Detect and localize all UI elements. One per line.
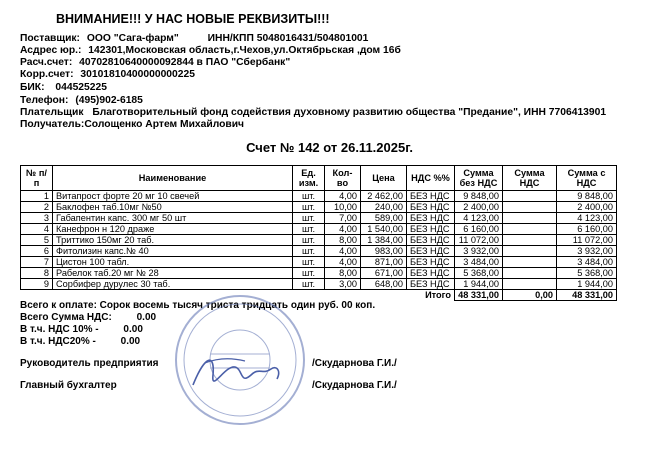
header-cell: Ед. изм. bbox=[293, 166, 325, 191]
table-cell: 7 bbox=[21, 257, 53, 268]
total-row bbox=[21, 290, 617, 301]
table-cell bbox=[503, 224, 557, 235]
director-signature bbox=[185, 345, 285, 400]
table-cell: 871,00 bbox=[361, 257, 407, 268]
table-cell: БЕЗ НДС bbox=[407, 268, 455, 279]
table-row bbox=[21, 246, 617, 257]
table-cell: 4,00 bbox=[325, 257, 361, 268]
table-cell: БЕЗ НДС bbox=[407, 202, 455, 213]
table-cell: Рабелок таб.20 мг № 28 bbox=[53, 268, 293, 279]
table-cell bbox=[503, 213, 557, 224]
table-cell bbox=[503, 279, 557, 290]
bik-line bbox=[20, 82, 107, 94]
table-cell: БЕЗ НДС bbox=[407, 213, 455, 224]
table-row bbox=[21, 213, 617, 224]
table-cell: 1 bbox=[21, 191, 53, 202]
vat10-label: В т.ч. НДС 10% - bbox=[20, 324, 99, 335]
vat20-line bbox=[20, 336, 140, 348]
recipient-value: Солощенко Артем Михайлович bbox=[84, 119, 245, 130]
corr-label: Корр.счет: bbox=[20, 69, 74, 80]
table-cell: шт. bbox=[293, 279, 325, 290]
supplier-inn-kpp: ИНН/КПП 5048016431/504801001 bbox=[207, 33, 369, 44]
header-cell: Сумма с НДС bbox=[557, 166, 617, 191]
table-cell: 648,00 bbox=[361, 279, 407, 290]
table-cell: 3 484,00 bbox=[557, 257, 617, 268]
table-cell: БЕЗ НДС bbox=[407, 246, 455, 257]
table-cell: 1 540,00 bbox=[361, 224, 407, 235]
table-cell: 240,00 bbox=[361, 202, 407, 213]
table-cell: Цистон 100 табл. bbox=[53, 257, 293, 268]
table-cell: 3 bbox=[21, 213, 53, 224]
table-cell: БЕЗ НДС bbox=[407, 279, 455, 290]
table-cell bbox=[503, 235, 557, 246]
supplier-name: ООО "Сага-фарм" bbox=[86, 33, 179, 44]
vat-total-value: 0.00 bbox=[136, 312, 157, 323]
table-cell: 4 123,00 bbox=[557, 213, 617, 224]
header-cell: Сумма НДС bbox=[503, 166, 557, 191]
total-label: Итого bbox=[425, 290, 451, 301]
table-cell: 4,00 bbox=[325, 246, 361, 257]
table-row bbox=[21, 279, 617, 290]
table-cell: шт. bbox=[293, 213, 325, 224]
table-cell: 5 bbox=[21, 235, 53, 246]
table-cell: 4 bbox=[21, 224, 53, 235]
table-cell: БЕЗ НДС bbox=[407, 235, 455, 246]
address-value: 142301,Московская область,г.Чехов,ул.Октябрьская ,дом 16б bbox=[88, 45, 401, 56]
table-row bbox=[21, 235, 617, 246]
table-cell: БЕЗ НДС bbox=[407, 191, 455, 202]
table-cell: 589,00 bbox=[361, 213, 407, 224]
header-cell: Сумма без НДС bbox=[455, 166, 503, 191]
table-cell: 4,00 bbox=[325, 191, 361, 202]
table-cell: 4,00 bbox=[325, 224, 361, 235]
accountant-label: Главный бухгалтер bbox=[20, 380, 117, 391]
table-cell: 4 123,00 bbox=[455, 213, 503, 224]
table-cell: 9 848,00 bbox=[455, 191, 503, 202]
table-cell bbox=[503, 191, 557, 202]
table-cell: шт. bbox=[293, 257, 325, 268]
total-with-vat: 48 331,00 bbox=[557, 290, 617, 301]
table-cell: 3 932,00 bbox=[557, 246, 617, 257]
address-line bbox=[20, 45, 401, 57]
table-cell: 9 848,00 bbox=[557, 191, 617, 202]
header-cell: Цена bbox=[361, 166, 407, 191]
supplier-label: Поставщик: bbox=[20, 33, 80, 44]
table-cell: шт. bbox=[293, 224, 325, 235]
table-cell: шт. bbox=[293, 246, 325, 257]
table-row bbox=[21, 268, 617, 279]
table-cell: 8,00 bbox=[325, 235, 361, 246]
table-cell: шт. bbox=[293, 268, 325, 279]
table-cell: 1 384,00 bbox=[361, 235, 407, 246]
account-value: 40702810640000092844 в ПАО "Сбербанк" bbox=[79, 57, 291, 68]
table-cell: шт. bbox=[293, 202, 325, 213]
table-cell: 11 072,00 bbox=[455, 235, 503, 246]
table-cell: 5 368,00 bbox=[455, 268, 503, 279]
header-cell: НДС %% bbox=[407, 166, 455, 191]
phone-label: Телефон: bbox=[20, 95, 69, 106]
corr-line bbox=[20, 69, 195, 81]
table-cell: 3 484,00 bbox=[455, 257, 503, 268]
table-row bbox=[21, 224, 617, 235]
table-cell: 2 400,00 bbox=[557, 202, 617, 213]
table-cell: 1 944,00 bbox=[455, 279, 503, 290]
payer-value: Благотворительный фонд содействия духовному развитию общества "Предание", ИНН 7706413901 bbox=[92, 107, 607, 118]
table-cell: 9 bbox=[21, 279, 53, 290]
table-cell: 11 072,00 bbox=[557, 235, 617, 246]
vat-total-label: Всего Сумма НДС: bbox=[20, 312, 112, 323]
director-name: /Скударнова Г.И./ bbox=[312, 358, 397, 369]
table-cell: 2 462,00 bbox=[361, 191, 407, 202]
total-words: Всего к оплате: Сорок восемь тысяч триста тридцать один руб. 00 коп. bbox=[20, 300, 376, 311]
bik-value: 044525225 bbox=[55, 82, 107, 93]
table-cell: БЕЗ НДС bbox=[407, 224, 455, 235]
table-cell: 2 400,00 bbox=[455, 202, 503, 213]
header-cell: № п/п bbox=[21, 166, 53, 191]
table-cell: Витапрост форте 20 мг 10 свечей bbox=[53, 191, 293, 202]
header-cell: Кол-во bbox=[325, 166, 361, 191]
table-cell bbox=[503, 202, 557, 213]
phone-value: (495)902-6185 bbox=[75, 95, 143, 106]
recipient-label: Получатель: bbox=[20, 119, 85, 130]
payer-label: Плательщик bbox=[20, 107, 84, 118]
supplier-line bbox=[20, 33, 368, 45]
recipient-line bbox=[20, 119, 244, 131]
table-cell: Фитолизин капс.№ 40 bbox=[53, 246, 293, 257]
table-row bbox=[21, 257, 617, 268]
phone-line bbox=[20, 95, 143, 107]
table-cell: 6 160,00 bbox=[455, 224, 503, 235]
notice-banner: ВНИМАНИЕ!!! У НАС НОВЫЕ РЕКВИЗИТЫ!!! bbox=[56, 12, 330, 26]
table-row bbox=[21, 202, 617, 213]
table-cell bbox=[503, 257, 557, 268]
table-cell bbox=[503, 246, 557, 257]
table-cell: 671,00 bbox=[361, 268, 407, 279]
table-cell: 7,00 bbox=[325, 213, 361, 224]
table-cell: Баклофен таб.10мг №50 bbox=[53, 202, 293, 213]
table-cell: Канефрон н 120 драже bbox=[53, 224, 293, 235]
total-vat: 0,00 bbox=[503, 290, 557, 301]
table-cell: 8,00 bbox=[325, 268, 361, 279]
invoice-title: Счет № 142 от 26.11.2025г. bbox=[246, 140, 413, 155]
table-header-row bbox=[21, 166, 617, 191]
table-cell: Габапентин капс. 300 мг 50 шт bbox=[53, 213, 293, 224]
table-cell: 3,00 bbox=[325, 279, 361, 290]
table-cell: 3 932,00 bbox=[455, 246, 503, 257]
table-row bbox=[21, 191, 617, 202]
corr-value: 30101810400000000225 bbox=[80, 69, 195, 80]
vat10-line bbox=[20, 324, 143, 336]
vat20-value: 0.00 bbox=[120, 336, 141, 347]
table-cell: Триттико 150мг 20 таб. bbox=[53, 235, 293, 246]
address-label: Асдрес юр.: bbox=[20, 45, 82, 56]
table-cell: 6 160,00 bbox=[557, 224, 617, 235]
invoice-table bbox=[20, 165, 617, 301]
table-cell: БЕЗ НДС bbox=[407, 257, 455, 268]
table-cell: 6 bbox=[21, 246, 53, 257]
table-cell: Сорбифер дурулес 30 таб. bbox=[53, 279, 293, 290]
director-label: Руководитель предприятия bbox=[20, 358, 159, 369]
table-cell: 5 368,00 bbox=[557, 268, 617, 279]
table-cell: 2 bbox=[21, 202, 53, 213]
accountant-name: /Скударнова Г.И./ bbox=[312, 380, 397, 391]
header-cell: Наименование bbox=[53, 166, 293, 191]
vat10-value: 0.00 bbox=[123, 324, 143, 335]
vat-total-line bbox=[20, 312, 156, 324]
account-label: Расч.счет: bbox=[20, 57, 73, 68]
payer-line bbox=[20, 107, 606, 119]
table-cell: 8 bbox=[21, 268, 53, 279]
bik-label: БИК: bbox=[20, 82, 45, 93]
table-cell: 983,00 bbox=[361, 246, 407, 257]
total-no-vat: 48 331,00 bbox=[455, 290, 503, 301]
table-cell: шт. bbox=[293, 191, 325, 202]
table-cell: 10,00 bbox=[325, 202, 361, 213]
account-line bbox=[20, 57, 290, 69]
table-cell: 1 944,00 bbox=[557, 279, 617, 290]
vat20-label: В т.ч. НДС20% - bbox=[20, 336, 96, 347]
table-cell bbox=[503, 268, 557, 279]
table-cell: шт. bbox=[293, 235, 325, 246]
